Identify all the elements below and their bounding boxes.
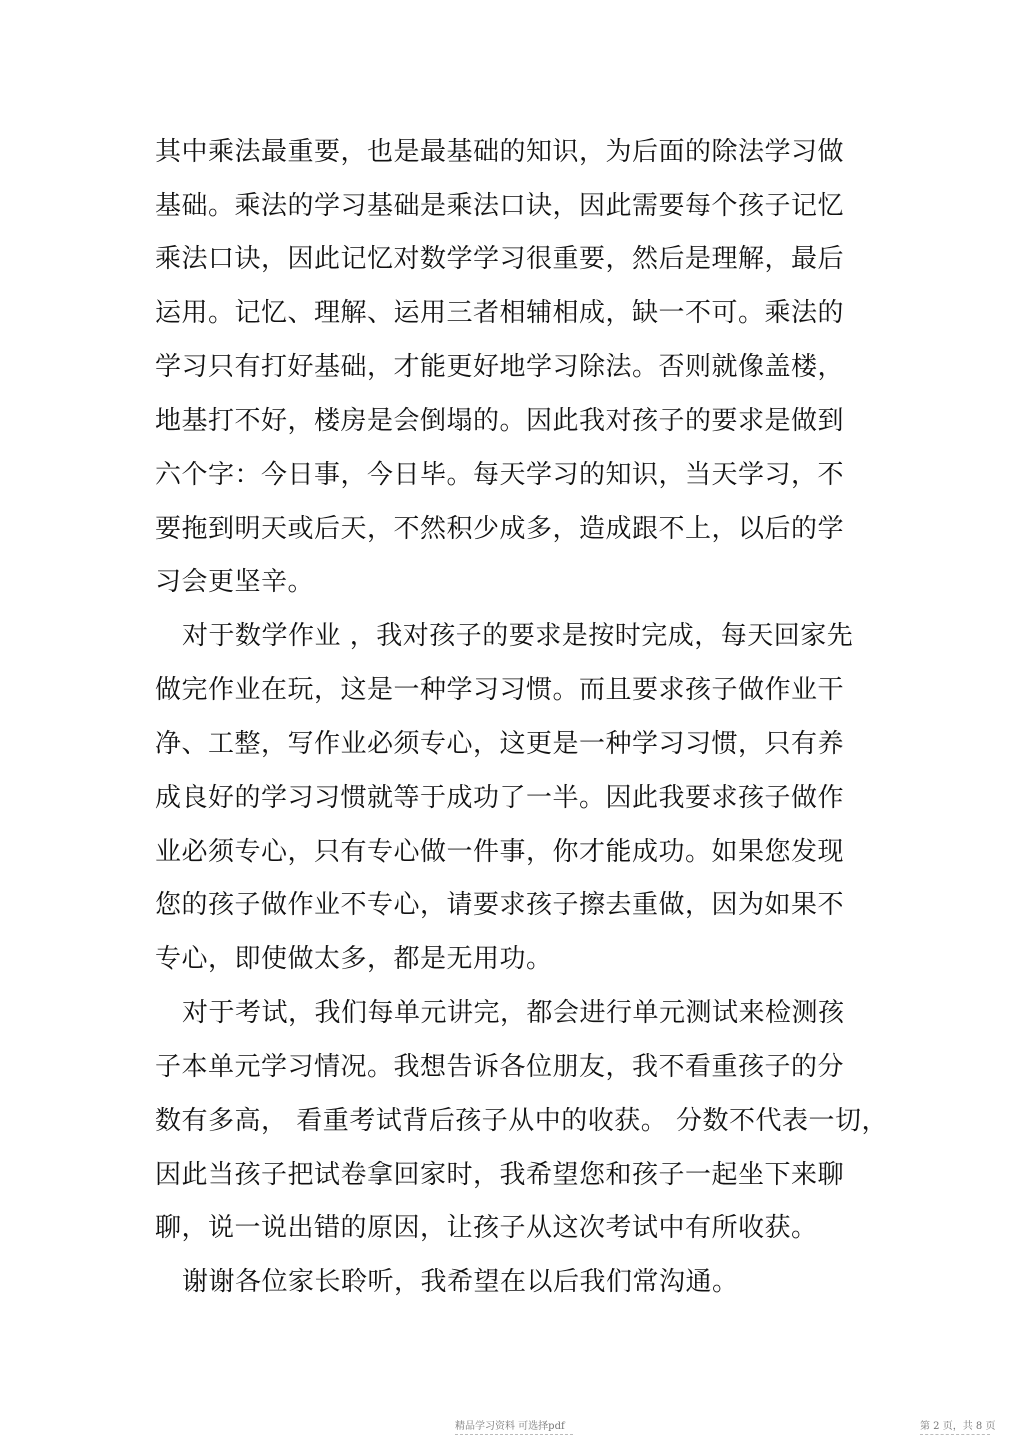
body-line: 运用。记忆、理解、运用三者相辅相成，缺一不可。乘法的 bbox=[155, 298, 845, 328]
body-line: 其中乘法最重要，也是最基础的知识，为后面的除法学习做 bbox=[155, 137, 845, 167]
body-line: 专心，即使做太多，都是无用功。 bbox=[155, 944, 553, 974]
body-line: 做完作业在玩，这是一种学习习惯。而且要求孩子做作业干 bbox=[155, 675, 845, 705]
body-line: 学习只有打好基础，才能更好地学习除法。否则就像盖楼， bbox=[155, 352, 845, 382]
body-line: 成良好的学习习惯就等于成功了一半。因此我要求孩子做作 bbox=[155, 783, 845, 813]
paragraph-start-line: 对于数学作业 ，我对孩子的要求是按时完成，每天回家先 bbox=[182, 621, 854, 651]
footer-divider bbox=[455, 1434, 573, 1435]
body-line: 因此当孩子把试卷拿回家时，我希望您和孩子一起坐下来聊 bbox=[155, 1160, 845, 1190]
paragraph-start-line: 对于考试，我们每单元讲完，都会进行单元测试来检测孩 bbox=[182, 998, 845, 1028]
body-line: 您的孩子做作业不专心，请要求孩子擦去重做，因为如果不 bbox=[155, 890, 845, 920]
body-line: 子本单元学习情况。我想告诉各位朋友，我不看重孩子的分 bbox=[155, 1052, 845, 1082]
paragraph-start-line: 谢谢各位家长聆听，我希望在以后我们常沟通。 bbox=[182, 1267, 739, 1297]
body-line: 要拖到明天或后天，不然积少成多，造成跟不上，以后的学 bbox=[155, 514, 845, 544]
body-line: 数有多高， 看重考试背后孩子从中的收获。 分数不代表一切， bbox=[155, 1106, 889, 1136]
body-line: 乘法口诀，因此记忆对数学学习很重要，然后是理解，最后 bbox=[155, 244, 845, 274]
body-line: 地基打不好，楼房是会倒塌的。因此我对孩子的要求是做到 bbox=[155, 406, 845, 436]
body-line: 净、工整，写作业必须专心，这更是一种学习习惯，只有养 bbox=[155, 729, 845, 759]
footer-watermark-text: 精品学习资料 可选择pdf bbox=[455, 1421, 565, 1432]
body-line: 习会更坚辛。 bbox=[155, 567, 315, 597]
body-line: 业必须专心，只有专心做一件事，你才能成功。如果您发现 bbox=[155, 837, 845, 867]
footer-divider bbox=[920, 1434, 990, 1435]
page-number: 第 2 页，共 8 页 bbox=[920, 1421, 996, 1432]
body-line: 六个字：今日事，今日毕。每天学习的知识，当天学习，不 bbox=[155, 460, 845, 490]
body-line: 基础。乘法的学习基础是乘法口诀，因此需要每个孩子记忆 bbox=[155, 191, 845, 221]
body-line: 聊，说一说出错的原因，让孩子从这次考试中有所收获。 bbox=[155, 1213, 818, 1243]
